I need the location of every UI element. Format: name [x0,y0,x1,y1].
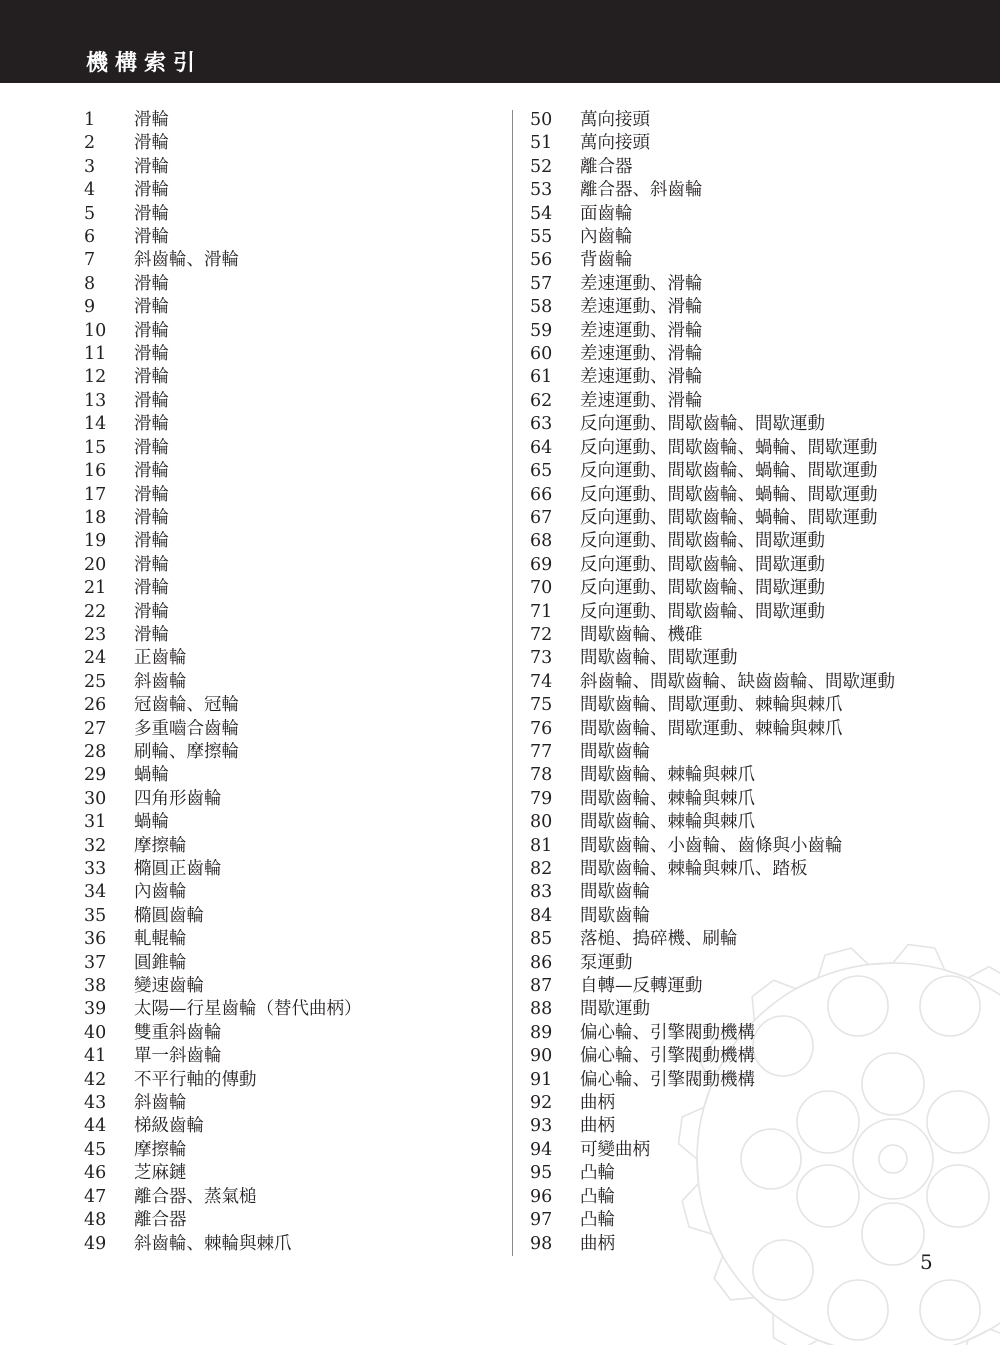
entry-name: 反向運動、間歇齒輪、間歇運動 [580,414,825,435]
entry-name: 間歇齒輪、間歇運動 [580,648,738,669]
entry-name: 間歇齒輪、棘輪與棘爪、踏板 [580,859,808,879]
entry-number: 17 [84,484,107,505]
entry-number: 56 [530,250,553,271]
entry-name: 萬向接頭 [580,133,650,154]
entry-number: 84 [530,905,553,926]
entry-name: 橢圓正齒輪 [134,859,222,879]
entry-name: 差速運動、滑輪 [580,297,703,318]
entry-name: 滑輪 [134,227,169,248]
entry-name: 曲柄 [580,1116,615,1137]
entry-number: 74 [530,671,553,692]
entry-number: 92 [530,1093,553,1114]
entry-name: 滑輪 [134,110,169,130]
entry-number: 26 [84,695,107,716]
entry-number: 57 [530,273,553,294]
entry-number: 18 [84,507,107,528]
entry-number: 30 [84,788,107,809]
entry-name: 差速運動、滑輪 [580,367,703,388]
entry-name: 蝸輪 [134,812,169,833]
entry-name: 滑輪 [134,367,169,388]
entry-number: 49 [84,1233,107,1254]
entry-number: 14 [84,414,107,435]
header-bar [0,0,1000,83]
entry-number: 83 [530,882,553,903]
entry-number: 82 [530,859,553,879]
entry-number: 54 [530,203,553,224]
entry-name: 泵運動 [580,952,633,973]
entry-name: 多重嚙合齒輪 [134,718,239,739]
entry-number: 87 [530,976,553,997]
entry-name: 不平行軸的傳動 [134,1069,257,1090]
entry-name: 滑輪 [134,156,169,177]
entry-number: 28 [84,741,107,762]
entry-name: 間歇齒輪 [580,882,650,903]
entry-number: 8 [84,273,96,294]
entry-number: 4 [84,180,96,201]
entry-number: 81 [530,835,553,856]
entry-number: 29 [84,765,107,786]
entry-name: 滑輪 [134,624,169,645]
entry-name: 斜齒輪 [134,1093,187,1114]
entry-number: 62 [530,390,553,411]
entry-number: 51 [530,133,553,154]
entry-name: 差速運動、滑輪 [580,273,703,294]
entry-number: 60 [530,344,553,365]
entry-name: 摩擦輪 [134,1139,187,1160]
entry-name: 滑輪 [134,297,169,318]
entry-name: 梯級齒輪 [134,1116,204,1137]
entry-name: 離合器 [134,1210,187,1231]
entry-number: 39 [84,999,107,1020]
entry-name: 曲柄 [580,1093,615,1114]
entry-name: 間歇運動 [580,999,650,1020]
entry-number: 21 [84,578,107,599]
entry-name: 變速齒輪 [134,976,204,997]
entry-number: 95 [530,1163,553,1184]
entry-name: 間歇齒輪、間歇運動、棘輪與棘爪 [580,695,843,716]
entry-number: 2 [84,133,96,154]
entry-number: 7 [84,250,96,271]
entry-number: 31 [84,812,107,833]
entry-name: 蝸輪 [134,765,169,786]
entry-number: 22 [84,601,107,622]
entry-name: 離合器、蒸氣槌 [134,1186,257,1207]
entry-name: 差速運動、滑輪 [580,390,703,411]
entry-number: 35 [84,905,107,926]
entry-number: 11 [84,344,107,365]
entry-name: 滑輪 [134,437,169,458]
entry-number: 53 [530,180,553,201]
entry-name: 背齒輪 [580,250,633,271]
entry-name: 反向運動、間歇齒輪、間歇運動 [580,601,825,622]
entry-name: 凸輪 [580,1163,615,1184]
entry-name: 太陽—行星齒輪（替代曲柄） [134,999,362,1020]
entry-number: 89 [530,1022,553,1043]
column-divider [512,110,513,1256]
entry-number: 64 [530,437,553,458]
entry-name: 凸輪 [580,1210,615,1231]
entry-name: 曲柄 [580,1233,615,1254]
entry-number: 25 [84,671,107,692]
entry-number: 36 [84,929,107,950]
entry-number: 98 [530,1233,553,1254]
entry-name: 反向運動、間歇齒輪、間歇運動 [580,531,825,552]
entry-name: 軋輥輪 [134,929,187,950]
entry-number: 9 [84,297,96,318]
entry-name: 滑輪 [134,273,169,294]
entry-number: 15 [84,437,107,458]
entry-name: 滑輪 [134,414,169,435]
entry-number: 94 [530,1139,553,1160]
entry-number: 59 [530,320,553,341]
entry-number: 70 [530,578,553,599]
entry-name: 橢圓齒輪 [134,905,204,926]
entry-name: 內齒輪 [134,882,187,903]
entry-name: 離合器、斜齒輪 [580,180,703,201]
entry-name: 可變曲柄 [580,1139,650,1160]
entry-number: 68 [530,531,553,552]
entry-name: 反向運動、間歇齒輪、蝸輪、間歇運動 [580,461,878,482]
entry-name: 冠齒輪、冠輪 [134,695,239,716]
entry-number: 76 [530,718,553,739]
entry-name: 滑輪 [134,344,169,365]
entry-number: 33 [84,859,107,879]
entry-number: 46 [84,1163,107,1184]
entry-name: 滑輪 [134,390,169,411]
entry-name: 滑輪 [134,320,169,341]
entry-name: 圓錐輪 [134,952,187,973]
entry-number: 65 [530,461,553,482]
entry-name: 偏心輪、引擎閥動機構 [580,1069,755,1090]
entry-name: 間歇齒輪、棘輪與棘爪 [580,788,755,809]
entry-name: 反向運動、間歇齒輪、蝸輪、間歇運動 [580,484,878,505]
entry-name: 反向運動、間歇齒輪、間歇運動 [580,578,825,599]
entry-name: 反向運動、間歇齒輪、蝸輪、間歇運動 [580,437,878,458]
entry-number: 48 [84,1210,107,1231]
entry-name: 間歇齒輪、間歇運動、棘輪與棘爪 [580,718,843,739]
entry-number: 77 [530,741,553,762]
entry-name: 面齒輪 [580,203,633,224]
entry-name: 芝麻鏈 [134,1163,187,1184]
entry-number: 12 [84,367,107,388]
entry-number: 85 [530,929,553,950]
entry-name: 滑輪 [134,180,169,201]
entry-number: 45 [84,1139,107,1160]
entry-name: 間歇齒輪、棘輪與棘爪 [580,812,755,833]
entry-number: 93 [530,1116,553,1137]
entry-number: 10 [84,320,107,341]
entry-name: 滑輪 [134,133,169,154]
entry-name: 滑輪 [134,531,169,552]
entry-number: 78 [530,765,553,786]
entry-name: 斜齒輪 [134,671,187,692]
entry-name: 反向運動、間歇齒輪、間歇運動 [580,554,825,575]
entry-name: 間歇齒輪 [580,741,650,762]
entry-name: 滑輪 [134,578,169,599]
entry-number: 3 [84,156,96,177]
entry-name: 間歇齒輪、棘輪與棘爪 [580,765,755,786]
entry-number: 79 [530,788,553,809]
entry-number: 41 [84,1046,107,1067]
entry-number: 72 [530,624,553,645]
entry-number: 80 [530,812,553,833]
entry-number: 96 [530,1186,553,1207]
entry-name: 滑輪 [134,601,169,622]
entry-number: 34 [84,882,107,903]
entry-number: 58 [530,297,553,318]
entry-number: 24 [84,648,107,669]
entry-name: 間歇齒輪 [580,905,650,926]
entry-number: 75 [530,695,553,716]
entry-name: 滑輪 [134,461,169,482]
entry-number: 67 [530,507,553,528]
entry-name: 間歇齒輪、小齒輪、齒條與小齒輪 [580,835,843,856]
entry-number: 16 [84,461,107,482]
entry-number: 42 [84,1069,107,1090]
entry-name: 滑輪 [134,554,169,575]
entry-name: 滑輪 [134,484,169,505]
entry-number: 88 [530,999,553,1020]
entry-name: 偏心輪、引擎閥動機構 [580,1046,755,1067]
entry-number: 66 [530,484,553,505]
entry-name: 滑輪 [134,203,169,224]
entry-number: 69 [530,554,553,575]
page-number: 5 [920,1250,933,1274]
entry-name: 內齒輪 [580,227,633,248]
entry-name: 單一斜齒輪 [134,1046,222,1067]
entry-name: 差速運動、滑輪 [580,320,703,341]
entry-number: 5 [84,203,96,224]
entry-name: 斜齒輪、棘輪與棘爪 [134,1233,292,1254]
page-title: 機構索引 [86,51,203,76]
entry-number: 1 [84,110,96,130]
entry-number: 19 [84,531,107,552]
entry-name: 摩擦輪 [134,835,187,856]
entry-name: 刷輪、摩擦輪 [134,741,239,762]
entry-name: 離合器 [580,156,633,177]
entry-number: 86 [530,952,553,973]
entry-number: 13 [84,390,107,411]
entry-name: 落槌、搗碎機、刷輪 [580,929,738,950]
entry-number: 91 [530,1069,553,1090]
entry-number: 6 [84,227,96,248]
entry-number: 71 [530,601,553,622]
entry-name: 斜齒輪、間歇齒輪、缺齒齒輪、間歇運動 [580,671,895,692]
entry-number: 90 [530,1046,553,1067]
entry-number: 38 [84,976,107,997]
entry-name: 間歇齒輪、機碓 [580,624,703,645]
entry-number: 97 [530,1210,553,1231]
entry-name: 萬向接頭 [580,110,650,130]
entry-number: 50 [530,110,553,130]
entry-name: 正齒輪 [134,648,187,669]
entry-number: 52 [530,156,553,177]
entry-number: 43 [84,1093,107,1114]
entry-name: 四角形齒輪 [134,788,222,809]
entry-name: 自轉—反轉運動 [580,976,703,997]
entry-number: 23 [84,624,107,645]
entry-number: 37 [84,952,107,973]
entry-number: 40 [84,1022,107,1043]
entry-number: 73 [530,648,553,669]
entry-number: 20 [84,554,107,575]
entry-name: 雙重斜齒輪 [134,1022,222,1043]
entry-name: 斜齒輪、滑輪 [134,250,239,271]
entry-name: 偏心輪、引擎閥動機構 [580,1022,755,1043]
entry-number: 32 [84,835,107,856]
entry-number: 61 [530,367,553,388]
entry-name: 凸輪 [580,1186,615,1207]
entry-name: 反向運動、間歇齒輪、蝸輪、間歇運動 [580,507,878,528]
entry-number: 27 [84,718,107,739]
entry-number: 63 [530,414,553,435]
entry-number: 44 [84,1116,107,1137]
entry-number: 55 [530,227,553,248]
entry-name: 差速運動、滑輪 [580,344,703,365]
entry-name: 滑輪 [134,507,169,528]
entry-number: 47 [84,1186,107,1207]
